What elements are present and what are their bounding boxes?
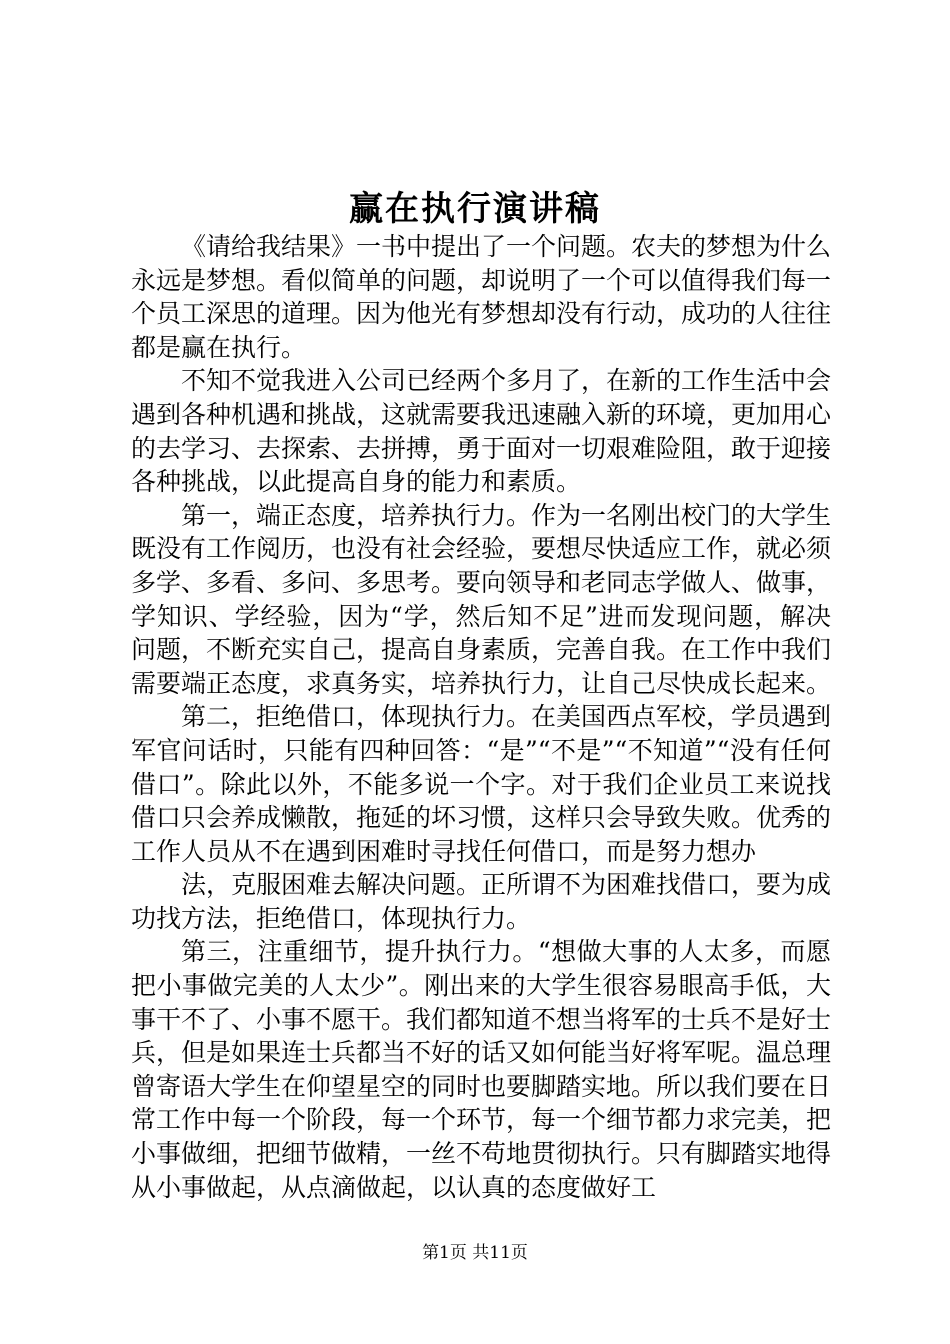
document-title: 赢在执行演讲稿 [349, 189, 601, 229]
document-body [131, 230, 831, 1204]
paragraph: 《请给我结果》一书中提出了一个问题。农夫的梦想为什么永远是梦想。看似简单的问题，却说明了一个可以值得我们每一个员工深思的道理。因为他光有梦想却没有行动，成功的人往往都是赢在执行。 [131, 232, 832, 362]
paragraph: 第三，注重细节，提升执行力。“想做大事的人太多，而愿把小事做完美的人太少”。刚出来的大学生很容易眼高手低，大事干不了、小事不愿干。我们都知道不想当将军的士兵不是好士兵，但是如果连士兵都当不好的话又如何能当好将军呢。温总理曾寄语大学生在仰望星空的同时也要脚踏实地。所以我们要在日常工作中每一个阶段，每一个环节，每一个细节都力求完美，把小事做细，把细节做精，一丝不苟地贯彻执行。只有脚踏实地得从小事做起，从点滴做起，以认真的态度做好工 [131, 937, 832, 1202]
paragraph: 第一，端正态度，培养执行力。作为一名刚出校门的大学生既没有工作阅历，也没有社会经验，要想尽快适应工作，就必须多学、多看、多问、多思考。要向领导和老同志学做人、做事，学知识、学经验，因为“学，然后知不足”进而发现问题，解决问题，不断充实自己，提高自身素质，完善自我。在工作中我们需要端正态度，求真务实，培养执行力，让自己尽快成长起来。 [131, 500, 832, 698]
paragraph: 法，克服困难去解决问题。正所谓不为困难找借口，要为成功找方法，拒绝借口，体现执行力。 [131, 870, 832, 933]
paragraph: 不知不觉我进入公司已经两个多月了，在新的工作生活中会遇到各种机遇和挑战，这就需要我迅速融入新的环境，更加用心的去学习、去探索、去拼搏，勇于面对一切艰难险阻，敢于迎接各种挑战，以此提高自身的能力和素质。 [131, 366, 832, 497]
paragraph: 第二，拒绝借口，体现执行力。在美国西点军校，学员遇到军官问话时，只能有四种回答：“是”“不是”“不知道”“没有任何借口”。除此以外，不能多说一个字。对于我们企业员工来说找借口只会养成懒散，拖延的坏习惯，这样只会导致失败。优秀的工作人员从不在遇到困难时寻找任何借口，而是努力想办 [131, 702, 832, 866]
page-number-footer: 第1页 共11页 [422, 1243, 528, 1263]
